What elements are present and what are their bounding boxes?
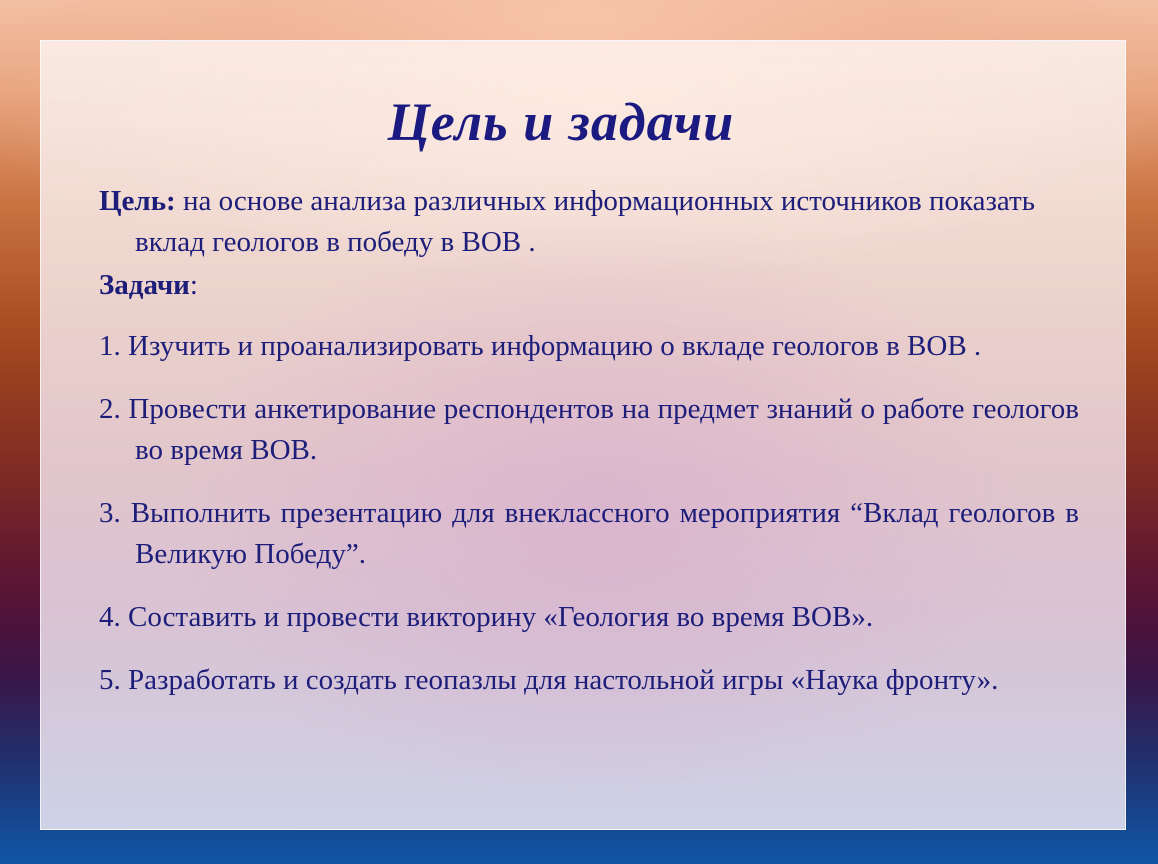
goal-text: на основе анализа различных информационных источников показать вклад геологов в победу в ВОВ . bbox=[135, 185, 1035, 258]
goal-label: Цель: bbox=[99, 185, 176, 217]
task-item-2: 2. Провести анкетирование респондентов на предмет знаний о работе геологов во время ВОВ. bbox=[99, 393, 1079, 466]
task-item-3: 3. Выполнить презентацию для внеклассного мероприятия “Вклад геологов в Великую Победу”. bbox=[99, 497, 1079, 570]
slide-content bbox=[99, 181, 1079, 701]
slide-title: Цель и задачи bbox=[387, 92, 735, 152]
goal-paragraph bbox=[99, 181, 1079, 263]
tasks-colon: : bbox=[189, 269, 198, 301]
tasks-heading bbox=[99, 265, 1079, 306]
task-item-4: 4. Составить и провести викторину «Геология во время ВОВ». bbox=[99, 601, 874, 633]
task-item-5: 5. Разработать и создать геопазлы для настольной игры «Наука фронту». bbox=[99, 664, 999, 696]
slide-panel bbox=[40, 40, 1126, 830]
task-item-1: 1. Изучить и проанализировать информацию о вкладе геологов в ВОВ . bbox=[99, 330, 982, 362]
tasks-label: Задачи bbox=[99, 269, 190, 301]
